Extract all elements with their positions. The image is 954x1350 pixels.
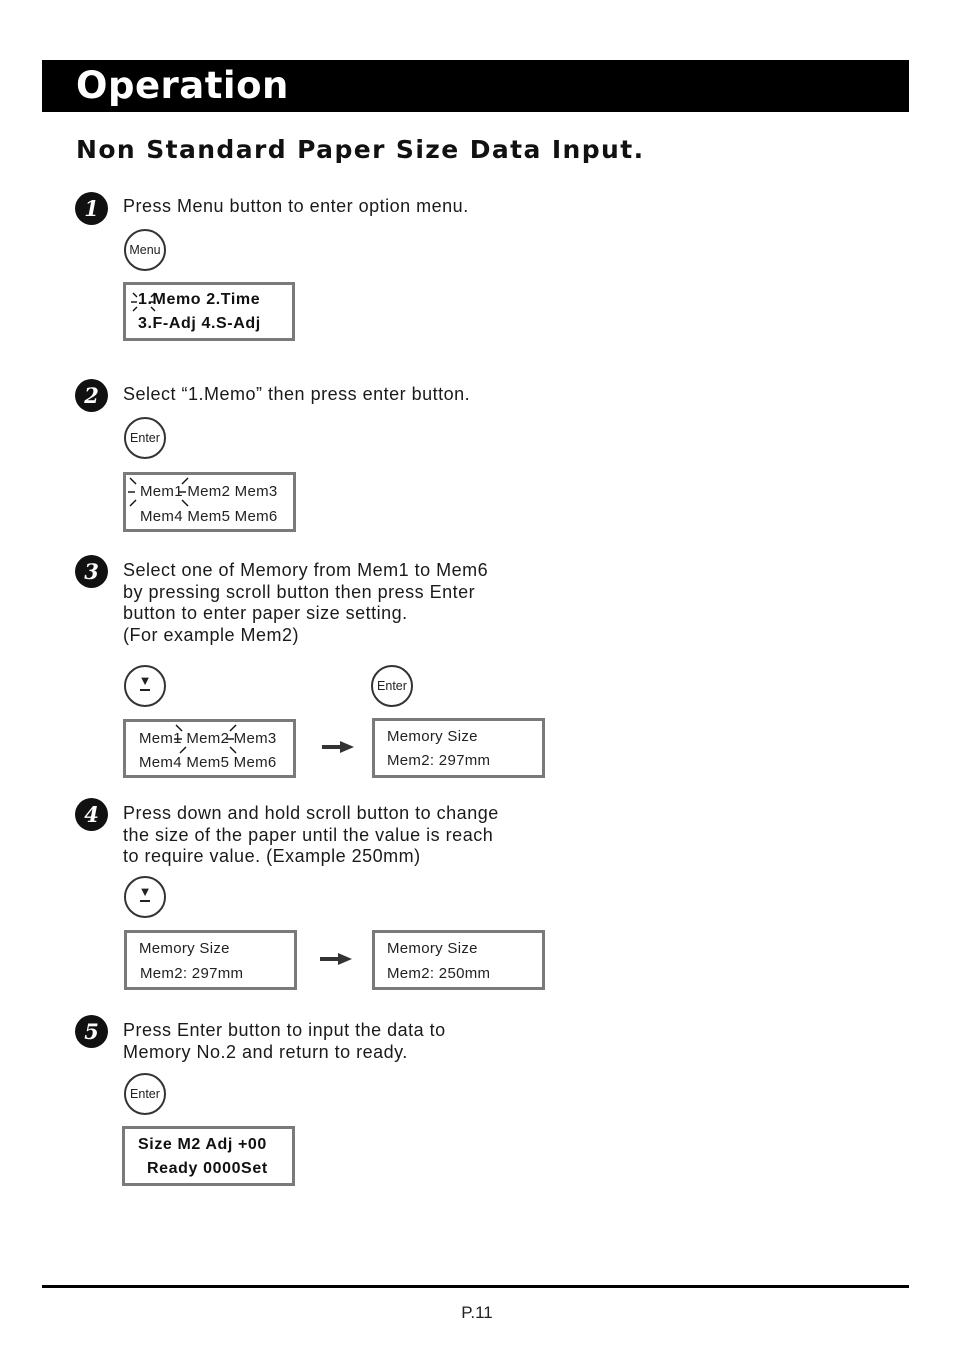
page-number: P.11 — [461, 1303, 493, 1322]
step-2-text: Select “1.Memo” then press enter button. — [123, 384, 471, 404]
right-arrow-icon — [322, 741, 354, 753]
lcd-memory-size-display — [372, 930, 545, 990]
lcd-ready-display — [122, 1126, 295, 1186]
step-5-text — [123, 1020, 446, 1063]
step-3-badge: 3 — [75, 555, 108, 588]
lcd-line-1: Memory Size — [387, 940, 478, 957]
step-5-line: Press Enter button to input the data to — [123, 1020, 446, 1040]
step-3-line: (For example Mem2) — [123, 625, 300, 646]
underline-mark — [140, 689, 150, 691]
step-3-text — [123, 560, 488, 647]
scroll-down-button[interactable] — [124, 665, 166, 707]
right-arrow-icon — [320, 953, 352, 965]
lcd-memory-size-display — [372, 718, 545, 778]
step-4-line: the size of the paper until the value is reach — [123, 824, 494, 845]
step-2-badge: 2 — [75, 379, 108, 412]
lcd-line-1: Size M2 Adj +00 — [138, 1136, 267, 1153]
step-1-text: Press Menu button to enter option menu. — [123, 196, 469, 216]
down-triangle-icon: ▼ — [138, 884, 152, 899]
lcd-line-1: 1.Memo 2.Time — [138, 291, 261, 308]
lcd-line-1: Memory Size — [387, 728, 478, 745]
lcd-line-2: Mem2: 250mm — [387, 965, 491, 982]
lcd-line-2: Mem2: 297mm — [387, 752, 491, 769]
page-heading: Operation — [76, 64, 289, 107]
enter-button[interactable]: Enter — [124, 417, 166, 459]
footer-rule — [42, 1285, 909, 1288]
step-4-line: Press down and hold scroll button to change — [123, 803, 499, 823]
enter-button[interactable]: Enter — [124, 1073, 166, 1115]
lcd-memory-size-display — [124, 930, 297, 990]
lcd-line-1: Mem1 Mem2 Mem3 — [139, 730, 277, 747]
enter-button[interactable]: Enter — [371, 665, 413, 707]
lcd-line-2: Ready 0000Set — [147, 1160, 268, 1177]
section-title: Non Standard Paper Size Data Input. — [76, 135, 645, 164]
step-4-text — [123, 803, 499, 868]
lcd-line-2: Mem4 Mem5 Mem6 — [139, 754, 277, 771]
step-5-line: Memory No.2 and return to ready. — [123, 1041, 408, 1062]
lcd-line-2: Mem2: 297mm — [140, 965, 244, 982]
step-3-line: by pressing scroll button then press Enter — [123, 581, 476, 602]
step-5-badge: 5 — [75, 1015, 108, 1048]
lcd-line-2: Mem4 Mem5 Mem6 — [140, 508, 278, 525]
step-4-line: to require value. (Example 250mm) — [123, 846, 421, 867]
step-4-badge: 4 — [75, 798, 108, 831]
lcd-mem-select-display — [123, 719, 296, 778]
lcd-mem-select-display — [123, 472, 296, 532]
step-3-line: button to enter paper size setting. — [123, 603, 408, 624]
lcd-line-1: Memory Size — [139, 940, 230, 957]
lcd-line-1: Mem1 Mem2 Mem3 — [140, 483, 278, 500]
down-triangle-icon: ▼ — [138, 673, 152, 688]
menu-button[interactable]: Menu — [124, 229, 166, 271]
lcd-line-2: 3.F-Adj 4.S-Adj — [138, 315, 261, 332]
lcd-menu-display — [123, 282, 295, 341]
scroll-down-button[interactable] — [124, 876, 166, 918]
underline-mark — [140, 900, 150, 902]
step-1-badge: 1 — [75, 192, 108, 225]
step-3-line: Select one of Memory from Mem1 to Mem6 — [123, 560, 489, 580]
header-bar — [42, 60, 909, 112]
